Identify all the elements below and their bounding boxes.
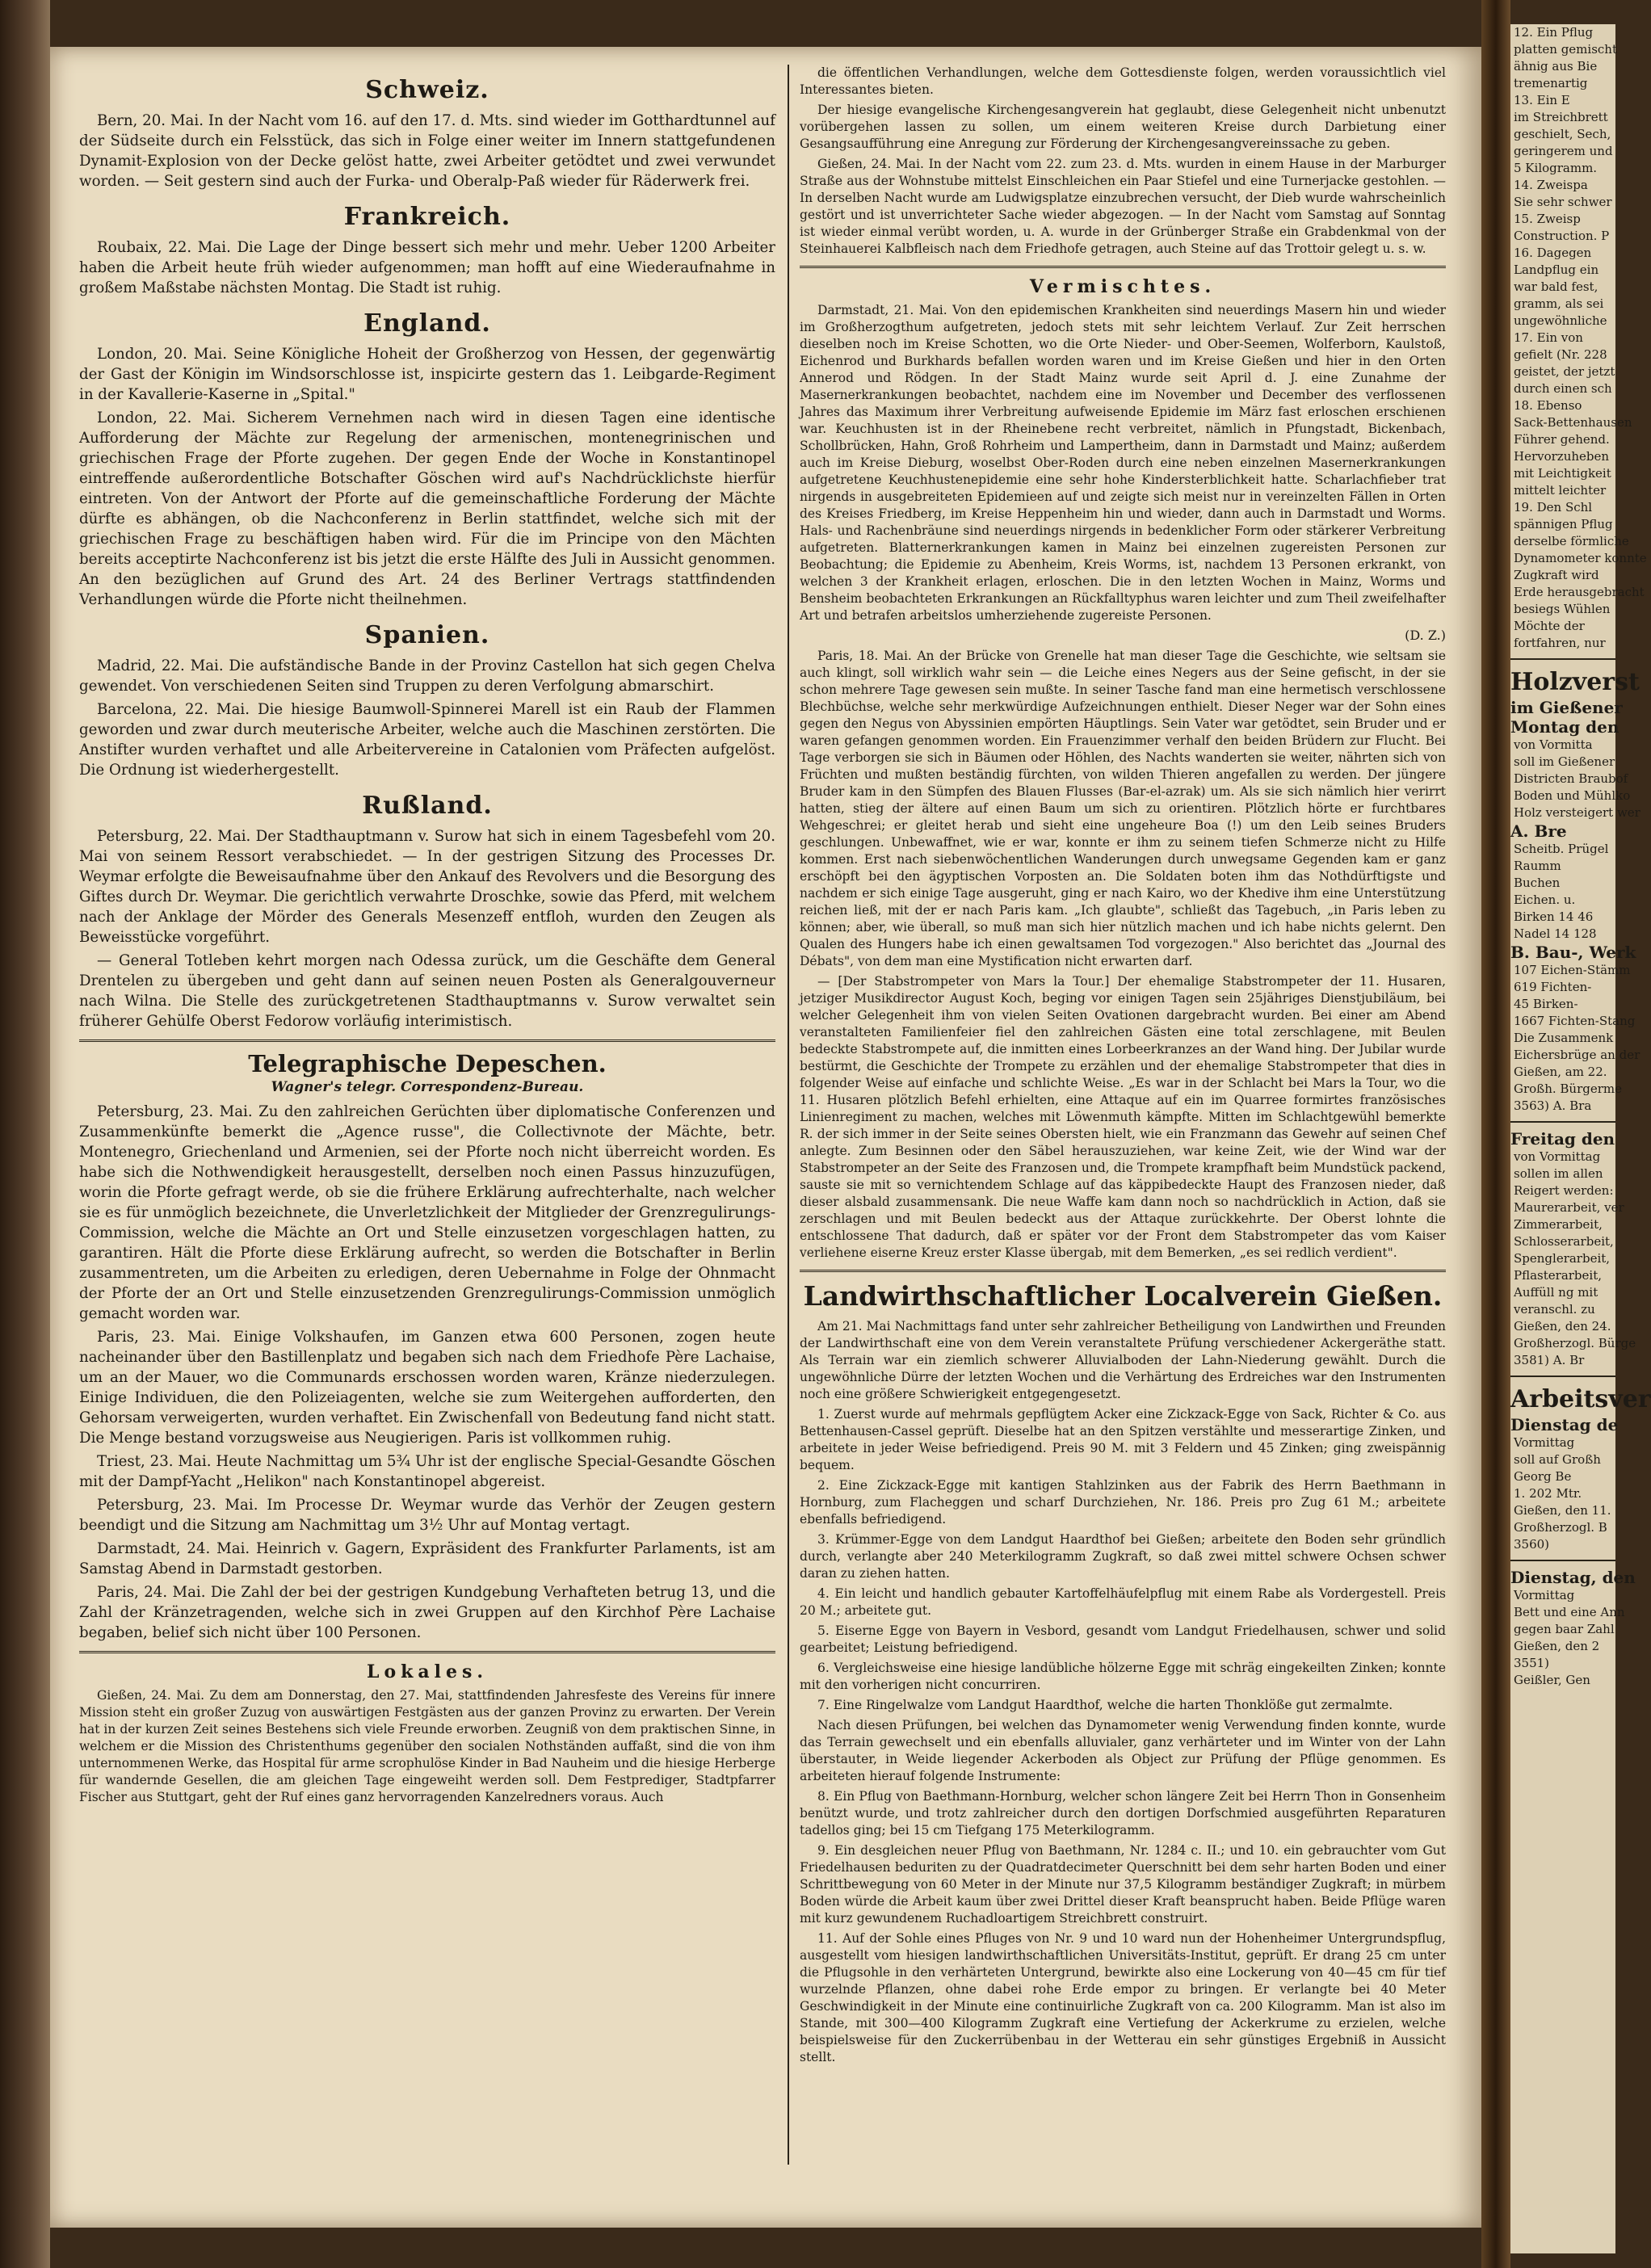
text-line: 45 Birken-	[1514, 997, 1578, 1011]
text-line: Möchte der	[1514, 619, 1585, 633]
text-line: von Vormitta	[1514, 737, 1593, 752]
text-line: Schlosserarbeit,	[1514, 1234, 1614, 1249]
section-title-vermischtes: Vermischtes.	[1029, 276, 1216, 297]
text-line: 1. 202 Mtr.	[1514, 1486, 1582, 1501]
ad-subheading: B. Bau-, Werk	[1510, 943, 1636, 962]
text-line: Reigert werden:	[1514, 1183, 1614, 1198]
text-line: 619 Fichten-	[1514, 980, 1592, 994]
text-line: Sie sehr schwer	[1514, 195, 1612, 209]
article-paragraph: Paris, 23. Mai. Einige Volkshaufen, im Ganzen etwa 600 Personen, zogen heute nacheinander über den Bastillenplatz und begaben sich nach dem Friedhofe Père Lachaise, um an der Mauer, wo die Communards erschossen worden waren, Kränze niederzulegen. Einige Individuen, die den Polizeiagenten, welche sie zum Weitergehen aufforderten, den Gehorsam verweigerten, wurden verhaftet. Ein Zwischenfall von Bedeutung fand nicht statt. Die Menge bestand vorzugsweise aus Neugierigen. Paris ist vollkommen ruhig.	[79, 1329, 775, 1447]
section-title-russland: Rußland.	[362, 792, 493, 820]
text-line: mittelt leichter	[1514, 483, 1607, 498]
text-line: Gießen, den 24.	[1514, 1319, 1611, 1334]
left-column	[79, 65, 775, 1809]
text-line: Sack-Bettenhausen	[1514, 415, 1632, 430]
text-line: Birken 14 46	[1514, 909, 1594, 924]
section-divider	[1510, 658, 1615, 660]
text-line: 12. Ein Pflug	[1514, 25, 1594, 40]
ad-subheading: im Gießener	[1510, 698, 1623, 717]
article-paragraph: Petersburg, 22. Mai. Der Stadthauptmann v. Surow hat sich in einem Tagesbefehl vom 20. Mai von seinem Ressort verabschiedet. — In der gestrigen Sitzung des Processes Dr. Weymar erfolgte die Beweisaufnahme über den Ankauf des Revolvers und die Besorgung des Giftes durch Dr. Weymar. Die gerichtlich verwahrte Droschke, sowie das Pferd, mit welchem nach der Anklage der Mörder des Generals Mesenzeff entfloh, wurden den Zeugen als Beweisstücke vorgeführt.	[79, 828, 775, 946]
article-paragraph: Petersburg, 23. Mai. Zu den zahlreichen Gerüchten über diplomatische Conferenzen und Zusammenkünfte bemerkt die „Agence russe", die Collectivnote der Mächte, betr. Montenegro, Griechenland und Armenien, sei der Pforte noch nicht überreicht worden. Es habe sich die Nothwendigkeit herausgestellt, derselben noch einen Passus hinzuzufügen, worin die Pforte gefragt werde, ob sie die frühere Erklärung aufrechterhalte, nach welcher sie es für unmöglich bezeichnete, die Unverletzlichkeit der Mitglieder der Grenzregulirungs-Commission, welche die Mächte an Ort und Stelle einzusetzen vorgeschlagen hatten, zu garantiren. Hält die Pforte diese Erklärung aufrecht, so werden die Botschafter in Berlin zusammentreten, um die Arbeiten zu erledigen, deren Uebernahme in Folge der Ohnmacht der Pforte der an Ort und Stelle einzusetzenden Grenzregulirungs-Commission unmöglich gemacht worden war.	[79, 1103, 775, 1322]
ad-subheading: A. Bre	[1510, 821, 1567, 841]
ad-headline: Arbeitsver	[1510, 1385, 1651, 1413]
article-paragraph: Paris, 24. Mai. Die Zahl der bei der gestrigen Kundgebung Verhafteten betrug 13, und die Zahl der Kränzetragenden, welche sich in zwei Gruppen auf den Kirchhof Père Lachaise begaben, belief sich nicht über 100 Personen.	[79, 1584, 775, 1641]
book-gutter	[1481, 0, 1510, 2268]
text-line: geschielt, Sech,	[1514, 127, 1611, 141]
text-line: veranschl. zu	[1514, 1302, 1595, 1317]
article-paragraph: 11. Auf der Sohle eines Pfluges von Nr. 9 und 10 ward nun der Hohenheimer Untergrundspflug, ausgestellt vom hiesigen landwirthschaftlichen Universitäts-Institut, geprüft. Er drang 25 cm unter die Pflugsohle in den verhärteten Untergrund, bewirkte also eine Lockerung von 40—45 cm für tief wurzelnde Pflanzen, ohne dabei rohe Erde empor zu bringen. Er verlangte bei 40 Meter Geschwindigkeit in der Minute eine continuirliche Zugkraft von ca. 200 Kilogramm. Man ist also im Stande, mit 300—400 Kilogramm Zugkraft eine Vertiefung der Ackerkrume zu erzielen, welche beispielsweise für den Zuckerrübenbau in der Wetterau ein sehr günstiges Ergebniß in Aussicht stellt.	[800, 1931, 1446, 2064]
article-paragraph: Der hiesige evangelische Kirchengesangverein hat geglaubt, diese Gelegenheit nicht unbenutzt vorübergehen lassen zu sollen, um einem weiteren Kreise durch Darbietung einer Gesangsaufführung eine Anregung zur Förderung der Kirchengesangvereinssache zu geben.	[800, 103, 1446, 151]
text-line: Georg Be	[1514, 1469, 1572, 1484]
text-line: Spenglerarbeit,	[1514, 1251, 1611, 1266]
text-line: war bald fest,	[1514, 279, 1598, 294]
bureau-subtitle: Wagner's telegr. Correspondenz-Bureau.	[271, 1079, 584, 1095]
section-divider	[800, 266, 1446, 268]
text-line: Gießen, den 2	[1514, 1639, 1600, 1653]
article-paragraph: Nach diesen Prüfungen, bei welchen das Dynamometer wenig Verwendung finden konnte, wurde das Terrain gewechselt und ein ebenfalls alluvialer, ganz verhärteter und im Winter von der Lahn überstauter, in Weide liegender Ackerboden als Object zur Prüfung der Pflüge genommen. Es arbeiteten hierauf folgende Instrumente:	[800, 1718, 1446, 1783]
text-line: Auffüll ng mit	[1514, 1285, 1598, 1300]
text-line: von Vormittag	[1514, 1149, 1601, 1164]
text-line: fortfahren, nur	[1514, 636, 1606, 650]
section-title-schweiz: Schweiz.	[365, 76, 489, 104]
text-line: Districten Braubof	[1514, 771, 1628, 786]
section-divider	[1510, 1376, 1615, 1377]
text-line: 107 Eichen-Stämm	[1514, 963, 1631, 977]
article-paragraph: 4. Ein leicht und handlich gebauter Kartoffelhäufelpflug mit einem Rabe als Vordergestell. Preis 20 M.; arbeitete gut.	[800, 1586, 1446, 1618]
text-line: gegen baar Zahl	[1514, 1622, 1615, 1636]
section-divider	[1510, 1560, 1615, 1561]
article-paragraph: Gießen, 24. Mai. Zu dem am Donnerstag, den 27. Mai, stattfindenden Jahresfeste des Vereins für innere Mission steht ein großer Zuzug von auswärtigen Festgästen aus der ganzen Provinz zu erwarten. Der Verein hat in der kurzen Zeit seines Bestehens sich viele Freunde erworben. Zeugniß von dem praktischen Sinne, in welchem er die Mission des Christenthums gegenüber den socialen Nothständen auffaßt, sind die von ihm unternommenen Werke, das Hospital für arme scrophulöse Kinder in Bad Nauheim und die hiesige Herberge für wandernde Gesellen, die am gleichen Tage eingeweiht werden soll. Dem Festprediger, Stadtpfarrer Fischer aus Stuttgart, geht der Ruf eines ganz hervorragenden Kanzelredners voraus. Auch	[79, 1688, 775, 1804]
article-paragraph: London, 22. Mai. Sicherem Vernehmen nach wird in diesen Tagen eine identische Aufforderung der Mächte zur Regelung der armenischen, montenegrinischen und griechischen Frage der Pforte zugehen. Der gegen Ende der Woche in Konstantinopel eintreffende außerordentliche Botschafter Göschen wird auf's Nachdrücklichste hierfür eintreten. Von der Antwort der Pforte auf die gemeinschaftliche Forderung der Mächte dürfte es abhängen, ob die Nachconferenz in Berlin stattfindet, welche sich mit der griechischen Frage zu beschäftigen haben wird. Für die im Principe von den Mächten bereits acceptirte Nachconferenz ist bis jetzt die erste Hälfte des Juli in Aussicht genommen. An den bezüglichen auf Grund des Art. 24 des Berliner Vertrags stattfindenden Verhandlungen würde die Pforte nicht theilnehmen.	[79, 410, 775, 608]
article-paragraph: — General Totleben kehrt morgen nach Odessa zurück, um die Geschäfte dem General Drentelen zu übergeben und geht dann auf seinen neuen Posten als Generalgouverneur nach Wilna. Die Stelle des zurückgetretenen Stadthauptmanns v. Surow verwaltet sein früherer Gehülfe Oberst Fedorow vorläufig interimistisch.	[79, 952, 775, 1030]
section-title-landwirthschaftlicher-localverein: Landwirthschaftlicher Localverein Gießen.	[803, 1280, 1443, 1312]
text-line: Landpflug ein	[1514, 262, 1599, 277]
text-line: Hervorzuheben	[1514, 449, 1610, 464]
article-paragraph: 3. Krümmer-Egge von dem Landgut Haardthof bei Gießen; arbeitete den Boden sehr gründlich durch, verlangte aber 240 Meterkilogramm Zugkraft, so daß zwei mittel schwere Ochsen schwer daran zu ziehen hatten.	[800, 1532, 1446, 1581]
column-divider	[788, 65, 789, 2165]
text-line: 3563) A. Bra	[1514, 1098, 1592, 1113]
text-line: Großherzogl. Bürge	[1514, 1336, 1636, 1350]
text-line: 5 Kilogramm.	[1514, 161, 1598, 175]
section-title-telegraphische-depeschen: Telegraphische Depeschen.	[248, 1050, 607, 1077]
article-paragraph: Triest, 23. Mai. Heute Nachmittag um 5¾ Uhr ist der englische Special-Gesandte Göschen mit der Dampf-Yacht „Helikon" nach Konstantinopel abgereist.	[79, 1453, 775, 1490]
section-title-england: England.	[363, 309, 491, 338]
text-line: Geißler, Gen	[1514, 1673, 1590, 1687]
ad-headline: Holzverst	[1510, 668, 1640, 696]
text-line: durch einen sch	[1514, 381, 1612, 396]
ad-subheading: Freitag den	[1510, 1129, 1615, 1149]
text-line: soll auf Großh	[1514, 1452, 1601, 1467]
article-paragraph: Darmstadt, 24. Mai. Heinrich v. Gagern, Expräsident des Frankfurter Parlaments, ist am Samstag Abend in Darmstadt gestorben.	[79, 1540, 775, 1577]
text-line: mit Leichtigkeit	[1514, 466, 1611, 481]
article-paragraph: London, 20. Mai. Seine Königliche Hoheit der Großherzog von Hessen, der gegenwärtig der Gast der Königin im Windsorschlosse ist, inspicirte gestern das 1. Leibgarde-Regiment in der Kavallerie-Kaserne in „Spital."	[79, 346, 775, 403]
text-line: gefielt (Nr. 228	[1514, 347, 1607, 362]
text-line: im Streichbrett	[1514, 110, 1608, 124]
text-line: Großherzogl. B	[1514, 1520, 1607, 1535]
section-divider	[800, 1270, 1446, 1272]
ad-subheading: Montag den	[1510, 717, 1619, 737]
text-line: ähnig aus Bie	[1514, 59, 1598, 74]
section-divider	[1510, 1121, 1615, 1123]
text-line: Construction. P	[1514, 229, 1610, 243]
text-line: tremenartig	[1514, 76, 1588, 90]
text-line: Führer gehend.	[1514, 432, 1610, 447]
text-line: besiegs Wühlen	[1514, 602, 1611, 616]
text-line: 3551)	[1514, 1656, 1550, 1670]
article-paragraph: — [Der Stabstrompeter von Mars la Tour.] Der ehemalige Stabstrompeter der 11. Husaren, jetziger Musikdirector August Koch, beging vor einigen Tagen sein 25jähriges Dienstjubiläum, bei welcher Gelegenheit ihm von vielen Seiten Ovationen dargebracht wurden. Bei einer am Abend veranstalteten Familienfeier fiel den zahlreichen Gästen eine total zerschlagene, mit Beulen bedeckte Stabstrompete auf, die inmitten eines Lorbeerkranzes an der Wand hing. Der Jubilar wurde bestürmt, die Geschichte der Trompete zu erzählen und der ehemalige Stabstrompeter that dies in folgender Weise auf einfache und schlichte Weise. „Es war in der Schlacht bei Mars la Tour, wo die 11. Husaren plötzlich Befehl erhielten, eine Attaque auf ein im Quarree formirtes französisches Linienregiment zu machen, welches mit Löwenmuth kämpfte. Mitten im Schlachtgewühl bemerkte R. der sich immer in der Seite seines Obersten hielt, wie ein Franzmann das Gewehr auf seinen Chef anlegte. Zum Besinnen oder den Säbel herauszuziehen, war keine Zeit, wie der Wind war der Stabstrompeter an der Seite des Franzosen und, die Trompete krampfhaft beim Mundstück packend, sauste sie mit so vernichtendem Schlage auf das käppibedeckte Haupt des Franzosen nieder, daß dieser alsbald zusammensank. Die neue Waffe kam dann noch so nachdrücklich in Action, daß sie zerschlagen und mit Beulen bedeckt aus der Attaque zurückkehrte. Der Oberst lohnte die entschlossene That dadurch, daß er später vor der Front dem Stabstrompeter das vom Kaiser verliehene eiserne Kreuz erster Klasse übergab, mit dem Bemerken, „es sei redlich verdient".	[800, 974, 1446, 1260]
article-paragraph: 6. Vergleichsweise eine hiesige landübliche hölzerne Egge mit schräg eingekeilten Zinken; konnte mit den vorherigen nicht concurriren.	[800, 1661, 1446, 1692]
text-line: spännigen Pflug	[1514, 517, 1613, 531]
text-line: Vormittag	[1514, 1435, 1575, 1450]
text-line: Raumm	[1514, 859, 1561, 873]
text-line: Boden und Mühlko	[1514, 788, 1631, 803]
text-line: 1667 Fichten-Stang	[1514, 1014, 1636, 1028]
text-line: 3581) A. Br	[1514, 1353, 1585, 1367]
next-page-edge	[1510, 24, 1651, 2253]
article-paragraph: Roubaix, 22. Mai. Die Lage der Dinge bessert sich mehr und mehr. Ueber 1200 Arbeiter haben die Arbeit heute früh wieder aufgenommen; man hofft auf eine Wiederaufnahme in großem Maßstabe nächsten Montag. Die Stadt ist ruhig.	[79, 239, 775, 296]
text-line: 16. Dagegen	[1514, 246, 1592, 260]
text-line: Eichen. u.	[1514, 892, 1576, 907]
article-paragraph: 1. Zuerst wurde auf mehrmals gepflügtem Acker eine Zickzack-Egge von Sack, Richter & Co. aus Bettenhausen-Cassel geprüft. Dieselbe hat an den Spitzen verstählte und messerartige Zinken, und arbeitete in jeder Weise befriedigend. Preis 90 M. mit 3 Feldern und 45 Zinken; ging zweispännig bequem.	[800, 1407, 1446, 1472]
text-line: platten gemischt	[1514, 42, 1617, 57]
text-line: geringerem und	[1514, 144, 1613, 158]
text-line: 14. Zweispa	[1514, 178, 1588, 192]
text-line: derselbe förmliche	[1514, 534, 1629, 548]
article-paragraph: 5. Eiserne Egge von Bayern in Vesbord, gesandt vom Landgut Friedelhausen, schwer und solid gearbeitet; Leistung befriedigend.	[800, 1623, 1446, 1655]
text-line: Buchen	[1514, 876, 1561, 890]
text-line: Vormittag	[1514, 1588, 1575, 1602]
text-line: Holz versteigert wer	[1514, 805, 1640, 820]
right-column	[800, 65, 1446, 2069]
text-line: Scheitb. Prügel	[1514, 842, 1609, 856]
text-line: Gießen, am 22.	[1514, 1065, 1607, 1079]
text-line: 19. Den Schl	[1514, 500, 1593, 514]
section-title-lokales: Lokales.	[366, 1661, 489, 1682]
text-line: Die Zusammenk	[1514, 1031, 1614, 1045]
text-line: Maurerarbeit, ver	[1514, 1200, 1624, 1215]
text-line: 18. Ebenso	[1514, 398, 1582, 413]
text-line: geistet, der jetzt	[1514, 364, 1615, 379]
article-paragraph: Barcelona, 22. Mai. Die hiesige Baumwoll-Spinnerei Marell ist ein Raub der Flammen geworden und zwar durch meuterische Arbeiter, welche auch die Maschinen zerstörten. Die Anstifter wurden verhaftet und alle Arbeitervereine in Catalonien vom Präfecten aufgelöst. Die Ordnung ist wiederhergestellt.	[79, 701, 775, 779]
text-line: Bett und eine Ann	[1514, 1605, 1625, 1619]
article-paragraph: die öffentlichen Verhandlungen, welche dem Gottesdienste folgen, werden voraussichtlich viel Interessantes bieten.	[800, 65, 1446, 97]
text-line: gramm, als sei	[1514, 296, 1604, 311]
article-paragraph: Darmstadt, 21. Mai. Von den epidemischen Krankheiten sind neuerdings Masern hin und wieder im Großherzogthum aufgetreten, jedoch stets mit sehr leichtem Verlauf. Zur Zeit herrschen dieselben noch im Kreise Schotten, wo die Orte Nieder- und Ober-Seemen, Wolferborn, Kaulstoß, Eichenrod und Burkhards befallen worden waren und im Kreise Gießen und hier in den Orten Annerod und Rödgen. In der Stadt Mainz wurde seit April d. J. eine Zunahme der Masernerkrankungen beobachtet, nachdem eine im November und December des verflossenen Jahres das Maximum ihrer Verbreitung aufweisende Epidemie im März fast erloschen erschienen war. Keuchhusten ist in der Rheinebene recht verbreitet, nämlich in Pfungstadt, Bickenbach, Schollbrücken, Hahn, Groß Rohrheim und Lampertheim, dann in Darmstadt und Mainz; außerdem auch im Kreise Dieburg, woselbst Ober-Roden durch eine neben einzelnen Masernerkrankungen aufgetretene Keuchhustenepidemie eine sehr hohe Kindersterblichkeit hatte. Scharlachfieber trat nirgends in ausgebreiteten Epidemieen auf und zeigte sich meist nur in vereinzelten Fällen in Orten des Kreises Friedberg, im Kreise Heppenheim hin und wieder, dann auch in Darmstadt und Worms. Hals- und Rachenbräune sind neuerdings nirgends in bedenklicher Form oder stärkerer Verbreitung aufgetreten. Blatternerkrankungen kamen in Mainz bei einzelnen zugereisten Personen zur Beobachtung; die Epidemie zu Abenheim, Kreis Worms, ist, nachdem 13 Personen erkrankt, von welchen 3 der Krankheit erlagen, erloschen. Die in den letzten Wochen in Mainz, Worms und Bensheim beobachteten Erkrankungen an Rückfalltyphus waren leichter und zum Theil zweifelhafter Art und betrafen arbeitslos umherziehende zugereiste Personen.	[800, 303, 1446, 623]
section-title-frankreich: Frankreich.	[343, 203, 511, 231]
text-line: 3560)	[1514, 1537, 1550, 1552]
text-line: Pflasterarbeit,	[1514, 1268, 1602, 1283]
ad-subheading: Dienstag de	[1510, 1415, 1619, 1434]
text-line: 13. Ein E	[1514, 93, 1570, 107]
article-paragraph: 2. Eine Zickzack-Egge mit kantigen Stahlzinken aus der Fabrik des Herrn Baethmann in Hornburg, zum Flacheggen und scharf Durchziehen, Nr. 186. Preis pro Zug 61 M.; arbeitete ebenfalls befriedigend.	[800, 1478, 1446, 1527]
article-paragraph: 9. Ein desgleichen neuer Pflug von Baethmann, Nr. 1284 c. II.; und 10. ein gebrauchter vom Gut Friedelhausen beduriten zu der Quadratdecimeter Querschnitt bei dem sehr harten Boden und einer Schrittbewegung von 60 Meter in der Minute nur 37,5 Kilogramm beständiger Zugkraft; in mürbem Boden würde die Arbeit kaum über zwei Drittel dieser Kraft beansprucht haben. Beide Pflüge waren mit kurz gewundenem Ruchadloartigem Streichbrett construirt.	[800, 1843, 1446, 1926]
text-line: soll im Gießener	[1514, 754, 1615, 769]
text-line: Nadel 14 128	[1514, 926, 1597, 941]
article-paragraph: Madrid, 22. Mai. Die aufständische Bande in der Provinz Castellon hat sich gegen Chelva gewendet. Von verschiedenen Seiten sind Truppen zu deren Verfolgung abmarschirt.	[79, 657, 775, 695]
article-paragraph: Gießen, 24. Mai. In der Nacht vom 22. zum 23. d. Mts. wurden in einem Hause in der Marburger Straße aus der Wohnstube mittelst Einschleichen ein Paar Stiefel und eine Turnerjacke gestohlen. — In derselben Nacht wurde am Ludwigsplatze einzubrechen versucht, der Dieb wurde wahrscheinlich gestört und ist unverrichteter Sache wieder abgezogen. — In der Nacht vom Samstag auf Sonntag ist wieder einmal verübt worden, u. A. wurde in der Grünberger Straße ein Grabdenkmal von der Steinhauerei Kalbfleisch nach dem Friedhofe getragen, auch Steine auf das Trottoir gelegt u. s. w.	[800, 157, 1446, 256]
section-divider	[79, 1040, 775, 1042]
text-line: sollen im allen	[1514, 1166, 1603, 1181]
text-line: 17. Ein von	[1514, 330, 1583, 345]
ad-subheading: Dienstag, den	[1510, 1568, 1636, 1587]
article-paragraph: 8. Ein Pflug von Baethmann-Hornburg, welcher schon längere Zeit bei Herrn Thon in Gonsenheim benützt wurde, und trotz zahlreicher durch den dortigen Dorfschmied ausgeführten Reparaturen tadellos ging; bei 15 cm Tiefgang 175 Meterkilogramm.	[800, 1789, 1446, 1838]
text-line: Zugkraft wird	[1514, 568, 1599, 582]
text-line: Eichersbrüge an der	[1514, 1048, 1640, 1062]
source-signature: (D. Z.)	[1405, 628, 1446, 643]
article-paragraph: 7. Eine Ringelwalze vom Landgut Haardthof, welche die harten Thonklöße gut zermalmte.	[817, 1698, 1393, 1712]
article-paragraph: Paris, 18. Mai. An der Brücke von Grenelle hat man dieser Tage die Geschichte, wie seltsam sie auch klingt, soll wirklich wahr sein — die Leiche eines Negers aus der Seine gefischt, in der sie schon mehrere Tage gewesen sein mußte. In seiner Tasche fand man eine hermetisch verschlossene Blechbüchse, welche sehr merkwürdige Aufzeichnungen enthielt. Dieser Neger war der Sohn eines gegen den Negus von Abyssinien empörten Häuptlings. Sein Vater war getödtet, sein Bruder und er waren gefangen genommen worden. Ein Frauenzimmer verhalf den beiden Brüdern zur Flucht. Bei Tage verborgen sie sich in Bäumen oder Höhlen, des Nachts wanderten sie weiter, nährten sich von Früchten und mußten beständig fürchten, von wilden Thieren angefallen zu werden. Der jüngere Bruder kam in den Sümpfen des Blauen Flusses (Bar-el-azrak) um. Als sie sich nämlich hier verirrt hatten, stieg der ältere auf einen Baum um sich zu orientiren. Plötzlich hörte er furchtbares Wehgeschrei; er gleitet herab und sieht eine ungeheure Boa (!) um den Leib seines Bruders geschlungen. Unbewaffnet, wie er war, konnte er ihm zu seinem tiefen Schmerze nicht zu Hilfe kommen. Erst nach siebenwöchentlichen Wanderungen durch unwegsame Gegenden kam er ganz erschöpft bei den ägyptischen Vorposten an. Die Soldaten boten ihm das Nothdürftigste und nachdem er sich einige Tage ausgeruht, ging er nach Kairo, wo der Khedive ihm eine Unterstützung reichen ließ, mit der er nach Paris kam. „Ich glaubte", schließt das Tagebuch, „in Paris leben zu können; aber, wie überall, so muß man sich hier nützlich machen und ich habe nichts gelernt. Den Qualen des Hungers habe ich einen gewaltsamen Tod vorgezogen." Also berichtet das „Journal des Débats", von dem man eine Mystification nicht erwarten darf.	[800, 649, 1446, 968]
section-title-spanien: Spanien.	[364, 621, 490, 649]
text-line: Erde herausgebracht	[1514, 585, 1645, 599]
text-line: ungewöhnliche	[1514, 313, 1607, 328]
article-paragraph: Bern, 20. Mai. In der Nacht vom 16. auf den 17. d. Mts. sind wieder im Gotthardtunnel auf der Südseite durch ein Felsstück, das sich in Folge einer weiter im Innern stattgefundenen Dynamit-Explosion von der Decke gelöst hatte, zwei Arbeiter getödtet und zwei verwundet worden. — Seit gestern sind auch der Furka- und Oberalp-Paß wieder für Räderwerk frei.	[79, 112, 775, 190]
text-line: Großh. Bürgerme	[1514, 1082, 1623, 1096]
section-divider	[79, 1651, 775, 1653]
text-line: Dynamometer konnte	[1514, 551, 1647, 565]
text-line: Zimmerarbeit,	[1514, 1217, 1603, 1232]
book-binding-left	[0, 0, 50, 2268]
text-line: Gießen, den 11.	[1514, 1503, 1611, 1518]
article-paragraph: Am 21. Mai Nachmittags fand unter sehr zahlreicher Betheiligung von Landwirthen und Freunden der Landwirthschaft eine von dem Verein veranstaltete Prüfung verschiedener Ackergeräthe statt. Als Terrain war ein ziemlich schwerer Alluvialboden der Lahn-Niederung gewählt. Durch die ungewöhnliche Dürre der letzten Wochen und die Verhärtung des Erdreiches war den Instrumenten noch eine größere Schwierigkeit entgegengesetzt.	[800, 1319, 1446, 1401]
text-line: 15. Zweisp	[1514, 212, 1581, 226]
article-paragraph: Petersburg, 23. Mai. Im Processe Dr. Weymar wurde das Verhör der Zeugen gestern beendigt und die Sitzung am Nachmittag um 3½ Uhr auf Montag vertagt.	[79, 1497, 775, 1534]
